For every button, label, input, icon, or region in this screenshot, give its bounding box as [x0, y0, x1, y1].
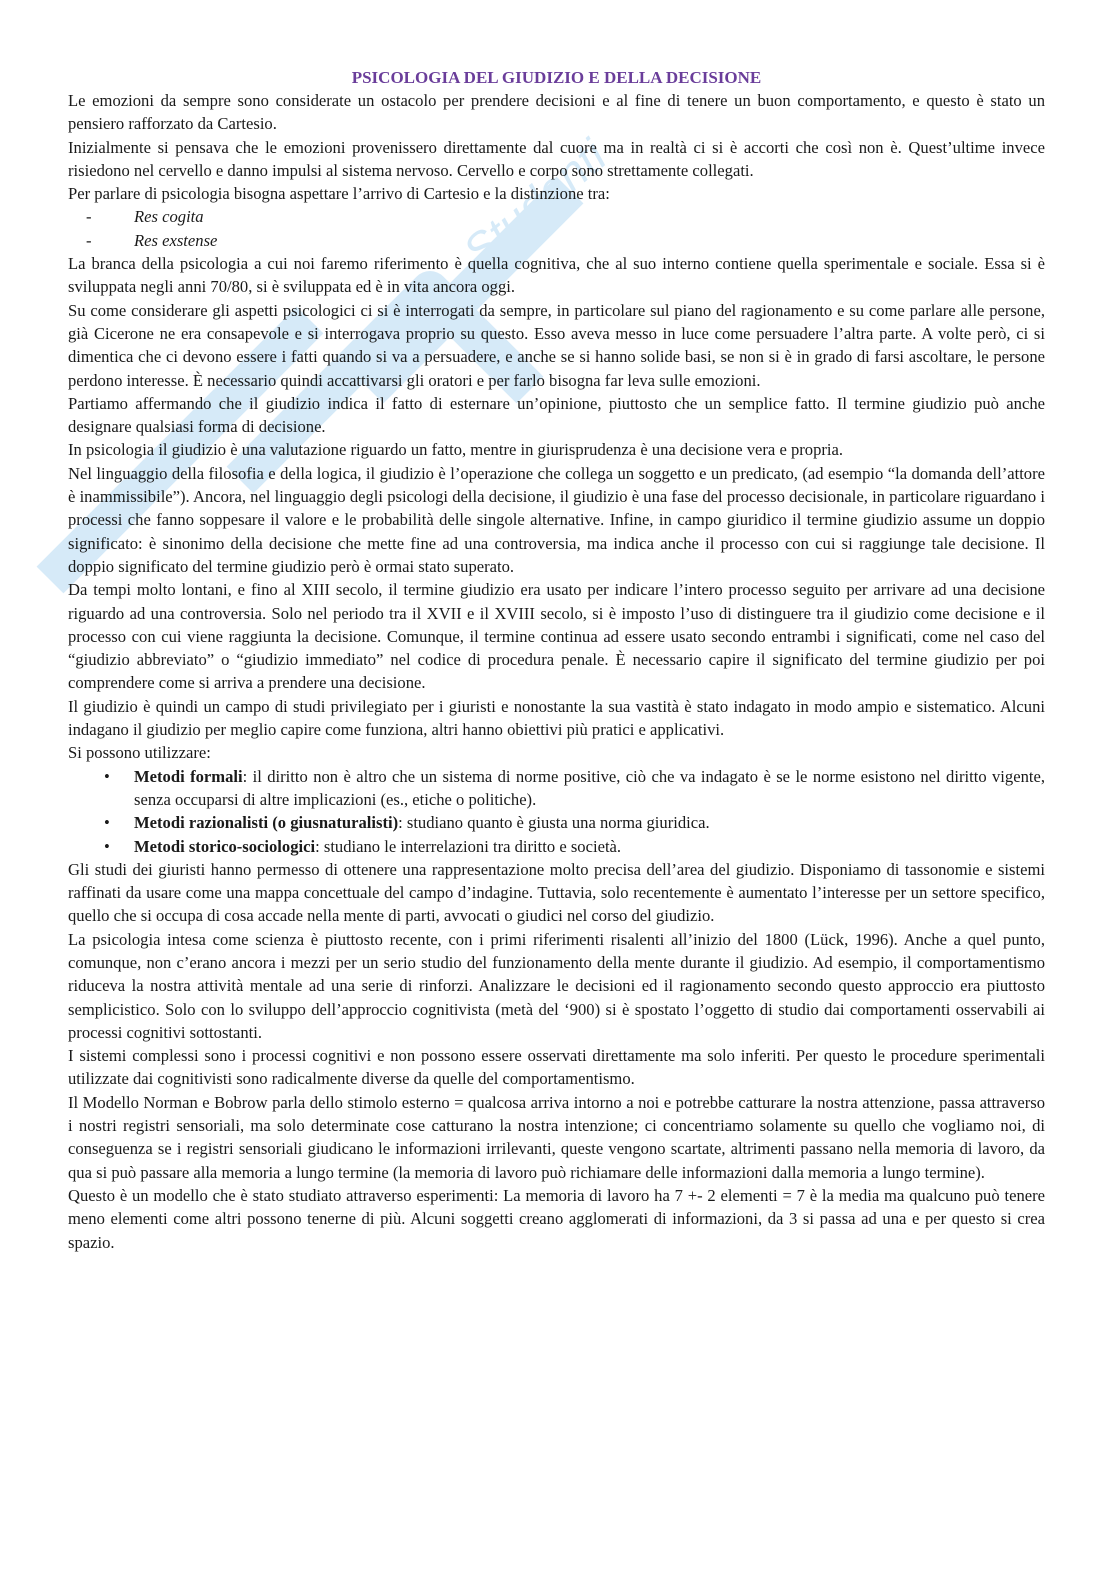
list-item [68, 205, 1045, 228]
methods-list [68, 765, 1045, 858]
bullet-icon: • [104, 836, 110, 856]
paragraph: Il Modello Norman e Bobrow parla dello stimolo esterno = qualcosa arriva intorno a noi e potrebbe catturare la nostra attenzione, passa attraverso i nostri registri sensoriali, ma solo determinate cose catturano la nostra intenzione; ci concentriamo solamente su quello che vogliamo noi, di conseguenza se i registri sensoriali giudicano le informazioni irrilevanti, queste vengono scartate, altrimenti passano nella memoria di lavoro, da qua si può passare alla memoria a lungo termine (la memoria di lavoro può richiamare delle informazioni dalla memoria a lungo termine). [68, 1092, 1045, 1182]
paragraph: Le emozioni da sempre sono considerate un ostacolo per prendere decisioni e al fine di tenere un buon comportamento, e questo è stato un pensiero rafforzato da Cartesio. [68, 91, 1045, 134]
bullet-icon: • [104, 813, 110, 833]
document-title: PSICOLOGIA DEL GIUDIZIO E DELLA DECISIONE [351, 68, 762, 87]
paragraph: In psicologia il giudizio è una valutazione riguardo un fatto, mentre in giurisprudenza è una decisione vera e propria. [68, 440, 844, 460]
paragraph: Gli studi dei giuristi hanno permesso di ottenere una rappresentazione molto precisa dell’area del giudizio. Disponiamo di tassonomie e sistemi raffinati da usare come una mappa concettuale del campo d’indagine. Tuttavia, solo recentemente è aumentato l’interesse per un settore specifico, quello che si occupa di cosa accade nella mente di parti, avvocati o giudici nel corso del giudizio. [68, 859, 1045, 926]
list-item-text: Res exstense [134, 230, 218, 250]
list-item [68, 229, 1045, 252]
paragraph: Partiamo affermando che il giudizio indica il fatto di esternare un’opinione, piuttosto che un semplice fatto. Il termine giudizio può anche designare qualsiasi forma di decisione. [68, 393, 1045, 437]
paragraph: La branca della psicologia a cui noi faremo riferimento è quella cognitiva, che al suo interno contiene quella sperimentale e sociale. Essa si è sviluppata negli anni 70/80, si è sviluppata ed è in vita ancora oggi. [68, 254, 1045, 297]
paragraph: Nel linguaggio della filosofia e della logica, il giudizio è l’operazione che collega un soggetto e un predicato, (ad esempio “la domanda dell’attore è inammissibile”). Ancora, nel linguaggio degli psicologi della decisione, il giudizio è una fase del processo decisionale, in particolare riguardano i processi che fanno soppesare il valore e le probabilità delle singole alternative. Infine, in campo giuridico il termine giudizio assume un doppio significato: è sinonimo della decisione che mette fine ad una controversia, ma indica anche il processo con cui si raggiunge tale decisione. Il doppio significato del termine giudizio però è ormai stato superato. [68, 463, 1045, 576]
paragraph: I sistemi complessi sono i processi cognitivi e non possono essere osservati direttamente ma solo inferiti. Per questo le procedure sperimentali utilizzate dai cognitivisti sono radicalmente diverse da quelle del comportamentismo. [68, 1046, 1045, 1089]
method-text: : il diritto non è altro che un sistema di norme positive, ciò che va indagato è se le norme esistono nel diritto vigente, senza occuparsi di altre implicazioni (es., etiche o politiche). [134, 766, 1045, 809]
closing-section [68, 858, 1045, 1254]
paragraph: Da tempi molto lontani, e fino al XIII secolo, il termine giudizio era usato per indicare l’intero processo seguito per arrivare ad una decisione riguardo ad una controversia. Solo nel periodo tra il XVII e il XVIII secolo, si è imposto l’uso di distinguere tra il giudizio come decisione e il processo con cui viene raggiunta la decisione. Comunque, il termine continua ad essere usato secondo entrambi i significati, come nel caso del “giudizio abbreviato” o “giudizio immediato” nel codice di procedura penale. È necessario capire il significato del termine giudizio per poi comprendere come si arriva a prendere una decisione. [68, 580, 1045, 693]
dash-bullet: - [86, 207, 92, 227]
dash-list [68, 205, 1045, 252]
intro-section [68, 89, 1045, 205]
paragraph: Inizialmente si pensava che le emozioni provenissero direttamente dal cuore ma in realtà ci si è accorti che così non è. Quest’ultime invece risiedono nel cervello e danno impulsi al sistema nervoso. Cervello e corpo sono strettamente collegati. [68, 137, 1045, 180]
watermark-text: Studenti [453, 129, 616, 278]
bullet-icon: • [104, 766, 110, 786]
method-term: Metodi razionalisti (o giusnaturalisti) [134, 813, 399, 833]
paragraph: La psicologia intesa come scienza è piuttosto recente, con i primi riferimenti risalenti all’inizio del 1800 (Lück, 1996). Anche a quel punto, comunque, non c’erano ancora i mezzi per un serio studio del funzionamento della mente durante il giudizio. Ad esempio, il comportamentismo riduceva la nostra attività mentale ad una serie di rinforzi. Analizzare le decisioni ed il ragionamento secondo questo approccio era piuttosto semplicistico. Solo con lo sviluppo dell’approccio cognitivista (metà del ‘900) si è spostato l’oggetto di studio dai comportamenti osservabili ai processi cognitivi sottostanti. [68, 929, 1045, 1042]
body-section [68, 252, 1045, 765]
paragraph: Su come considerare gli aspetti psicologici ci si è interrogati da sempre, in particolare sul piano del ragionamento e su come parlare alle persone, già Cicerone ne era consapevole e si interrogava proprio su questo. Esso aveva messo in luce come persuadere l’altra parte. A volte però, ci si dimentica che ci devono essere i fatti quando si va a persuadere, e anche se si hanno solide basi, se non si è in grado di farsi ascoltare, le persone perdono interesse. È necessario quindi accattivarsi gli oratori e per farlo bisogna far leva sulle emozioni. [68, 300, 1045, 390]
paragraph: Si possono utilizzare: [68, 743, 211, 763]
method-term: Metodi storico-sociologici [134, 836, 316, 856]
method-text: : studiano quanto è giusta una norma giuridica. [398, 813, 710, 833]
method-term: Metodi formali [134, 766, 243, 786]
list-item [68, 765, 1045, 812]
list-item [68, 811, 1045, 834]
list-item-text: Res cogita [134, 207, 204, 227]
paragraph: Questo è un modello che è stato studiato attraverso esperimenti: La memoria di lavoro ha 7 +- 2 elementi = 7 è la media ma qualcuno può tenere meno elementi come altri possono tenerne di più. Alcuni soggetti creano agglomerati di informazioni, da 3 si passa ad una e per questo si crea spazio. [68, 1185, 1045, 1252]
paragraph: Per parlare di psicologia bisogna aspettare l’arrivo di Cartesio e la distinzione tra: [68, 184, 610, 204]
list-item [68, 835, 1045, 858]
dash-bullet: - [86, 230, 92, 250]
document-page [68, 66, 1045, 1254]
method-text: : studiano le interrelazioni tra diritto e società. [315, 836, 622, 856]
paragraph: Il giudizio è quindi un campo di studi privilegiato per i giuristi e nonostante la sua vastità è stato indagato in modo ampio e sistematico. Alcuni indagano il giudizio per meglio capire come funziona, altri hanno obiettivi più pratici e applicativi. [68, 696, 1045, 740]
